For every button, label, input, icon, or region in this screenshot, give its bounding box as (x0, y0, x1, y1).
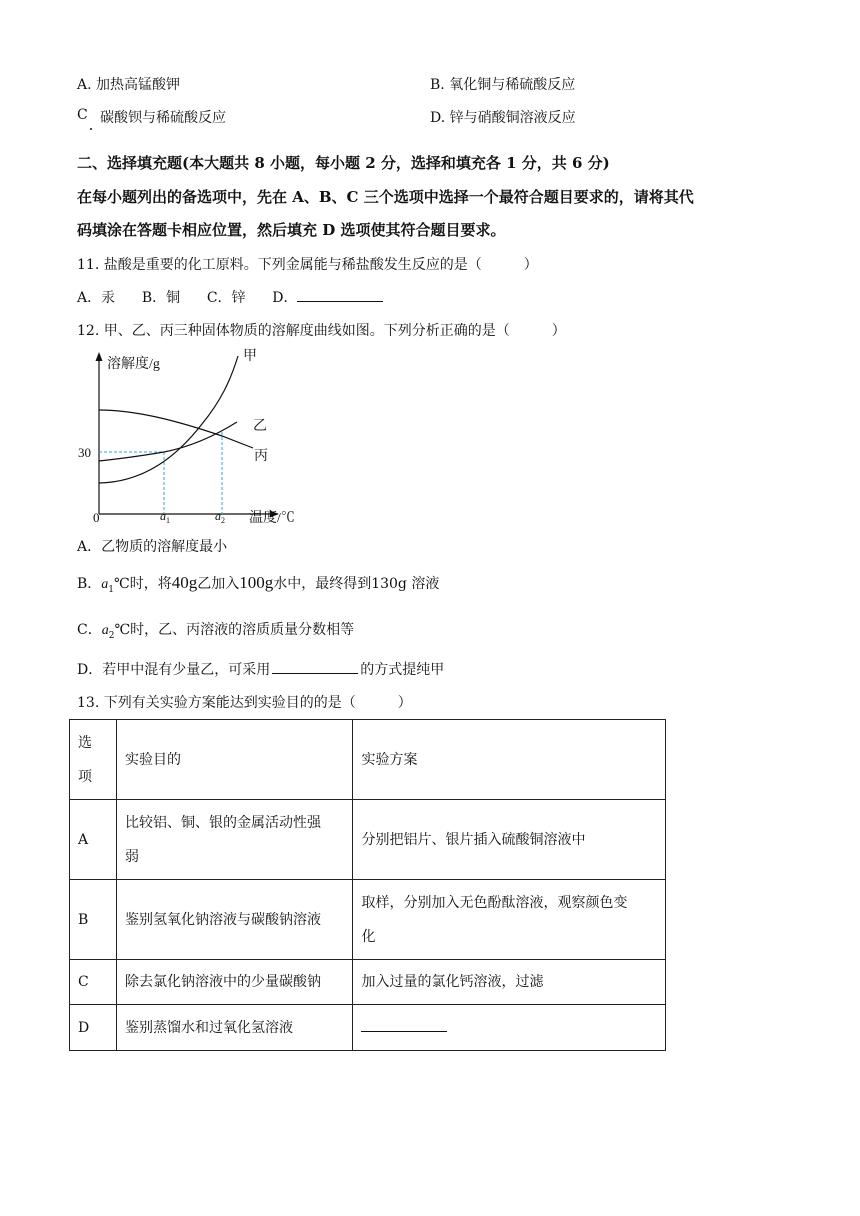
q12-option-a: A．乙物质的溶解度最小 (77, 539, 228, 555)
q12-option-c-var: a (101, 623, 109, 638)
header-plan-cell: 实验方案 (353, 720, 666, 800)
q12-option-c (77, 619, 354, 641)
curve-yi (99, 422, 237, 461)
q11-option-b: B．铜 (141, 290, 181, 306)
curve-bing (99, 410, 253, 448)
plan-cell: 加入过量的氯化钙溶液，过滤 (353, 960, 666, 1005)
goal-cell: 鉴别蒸馏水和过氧化氢溶液 (116, 1005, 353, 1051)
curve-label-bing: 丙 (254, 449, 268, 464)
q10-option-c-dot (90, 128, 92, 130)
solubility-curve-chart (75, 344, 305, 529)
q10-option-c-letter: C (77, 107, 88, 123)
q11-option-d: D． (272, 290, 298, 306)
q13-d-answer-blank (361, 1019, 447, 1032)
q12-option-b-var: a (101, 577, 109, 592)
q12-option-b-text3: 水中，最终得到130g 溶液 (273, 576, 440, 592)
q11-options (77, 287, 383, 307)
header-option-cell: 选 项 (70, 720, 117, 800)
q10-option-c: 碳酸钡与稀硫酸反应 (100, 110, 226, 126)
y-tick-30: 30 (78, 445, 91, 460)
option-cell: D (70, 1005, 117, 1051)
guide-lines (99, 432, 222, 514)
option-cell: C (70, 960, 117, 1005)
option-cell: A (70, 800, 117, 880)
q12-option-c-sub: 2 (108, 630, 115, 641)
q11-stem: 11. 盐酸是重要的化工原料。下列金属能与稀盐酸发生反应的是（ ） (77, 257, 538, 273)
q10-option-a: A. 加热高锰酸钾 (77, 77, 181, 93)
goal-cell: 除去氯化钠溶液中的少量碳酸钠 (116, 960, 353, 1005)
q11-option-c: C．锌 (206, 290, 246, 306)
goal-cell: 比较铝、铜、银的金属活动性强 弱 (116, 800, 353, 880)
q13-stem: 13. 下列有关实验方案能达到实验目的的是（ ） (77, 695, 412, 711)
q12-option-d (77, 659, 444, 679)
q10-option-d: D. 锌与硝酸铜溶液反应 (430, 110, 576, 126)
q12-option-c-text: ℃时，乙、丙溶液的溶质质量分数相等 (114, 622, 355, 638)
q12-option-b-text1: ℃时，将 (114, 576, 172, 592)
section-heading: 二、选择填充题(本大题共 8 小题，每小题 2 分，选择和填充各 1 分，共 6 分) (77, 154, 610, 172)
curve-label-jia: 甲 (243, 349, 257, 364)
q12-option-b-100g: 100g (239, 573, 274, 592)
section-instructions-line2: 码填涂在答题卡相应位置，然后填充 D 选项使其符合题目要求。 (77, 221, 506, 239)
table-row (70, 960, 666, 1005)
plan-cell: 分别把铝片、银片插入硫酸铜溶液中 (353, 800, 666, 880)
option-cell: B (70, 880, 117, 960)
table-row (70, 800, 666, 880)
x-tick-a2: $a_2$ (215, 509, 225, 525)
q10-option-b: B. 氧化铜与稀硫酸反应 (430, 77, 576, 93)
q12-option-d-text2: 的方式提纯甲 (360, 662, 445, 678)
header-goal-cell: 实验目的 (116, 720, 353, 800)
q12-stem: 12. 甲、乙、丙三种固体物质的溶解度曲线如图。下列分析正确的是（ ） (77, 323, 566, 339)
q12-option-b-text2: 乙加入 (197, 576, 240, 592)
q12-option-b-label: B． (77, 576, 102, 592)
q12-option-b-40g: 40g (171, 573, 198, 592)
q12-option-d-blank (272, 661, 358, 674)
q12-option-c-label: C． (77, 622, 102, 638)
x-tick-a1: $a_1$ (160, 509, 170, 525)
table-row (70, 1005, 666, 1051)
y-axis-arrow (96, 352, 103, 361)
q11-answer-blank (297, 289, 383, 302)
q12-option-b (77, 573, 439, 595)
q13-table (69, 719, 666, 1051)
table-header-row (70, 720, 666, 800)
goal-cell: 鉴别氢氧化钠溶液与碳酸钠溶液 (116, 880, 353, 960)
q11-option-a: A．汞 (77, 290, 116, 306)
plan-cell (353, 1005, 666, 1051)
q12-option-d-text1: D．若甲中混有少量乙，可采用 (77, 662, 271, 678)
table-row (70, 880, 666, 960)
curve-label-yi: 乙 (253, 419, 267, 434)
plan-cell: 取样，分别加入无色酚酞溶液，观察颜色变 化 (353, 880, 666, 960)
x-axis-label: 温度/℃ (249, 511, 295, 526)
y-axis-label: 溶解度/g (107, 357, 160, 372)
origin-label: 0 (93, 510, 100, 525)
q12-option-b-sub: 1 (108, 584, 115, 595)
section-instructions-line1: 在每小题列出的备选项中，先在 A、B、C 三个选项中选择一个最符合题目要求的，请将其代 (77, 188, 694, 206)
